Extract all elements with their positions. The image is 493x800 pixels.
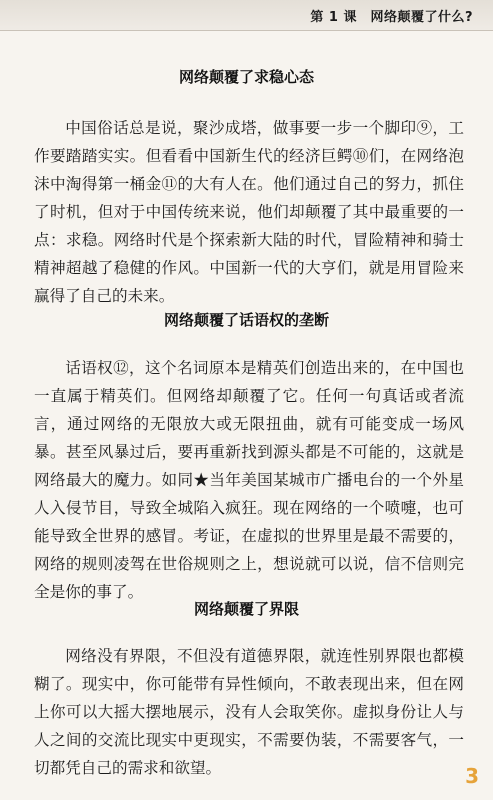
section-title-boundaries: 网络颠覆了界限	[193, 600, 299, 618]
section-title-discourse: 网络颠覆了话语权的垄断	[163, 311, 329, 329]
chapter-header-title: 第 1 课 网络颠覆了什么?	[310, 10, 473, 25]
section-title-stability: 网络颠覆了求稳心态	[178, 68, 314, 86]
section-paragraph-boundaries: 网络没有界限，不但没有道德界限，就连性别界限也都模糊了。现实中，你可能带有异性倾向，不敢表现出来，但在网上你可以大摇大摆地展示，没有人会取笑你。虚拟身份让人与人之间的交流比现实中更现实，不需要伪装，不需要客气，一切都凭自己的需求和欲望。	[34, 647, 464, 777]
page-header	[0, 0, 493, 31]
section-paragraph-discourse: 话语权⑫，这个名词原本是精英们创造出来的，在中国也一直属于精英们。但网络却颠覆了它。任何一句真话或者流言，通过网络的无限放大或无限扭曲，就有可能变成一场风暴。甚至风暴过后，要再重新找到源头都是不可能的，这就是网络最大的魔力。如同★当年美国某城市广播电台的一个外星人入侵节目，导致全城陷入疯狂。现在网络的一个喷嚏，也可能导致全世界的感冒。考证，在虚拟的世界里是最不需要的，网络的规则凌驾在世俗规则之上，想说就可以说，信不信则完全是你的事了。	[34, 359, 464, 601]
page-number: 3	[465, 764, 479, 788]
section-paragraph-stability: 中国俗话总是说，聚沙成塔，做事要一步一个脚印⑨，工作要踏踏实实。但看看中国新生代的经济巨鳄⑩们，在网络泡沫中淘得第一桶金⑪的大有人在。他们通过自己的努力，抓住了时机，但对于中国传统来说，他们却颠覆了其中最重要的一点：求稳。网络时代是个探索新大陆的时代，冒险精神和骑士精神超越了稳健的作风。中国新一代的大亨们，就是用冒险来赢得了自己的未来。	[34, 119, 464, 305]
